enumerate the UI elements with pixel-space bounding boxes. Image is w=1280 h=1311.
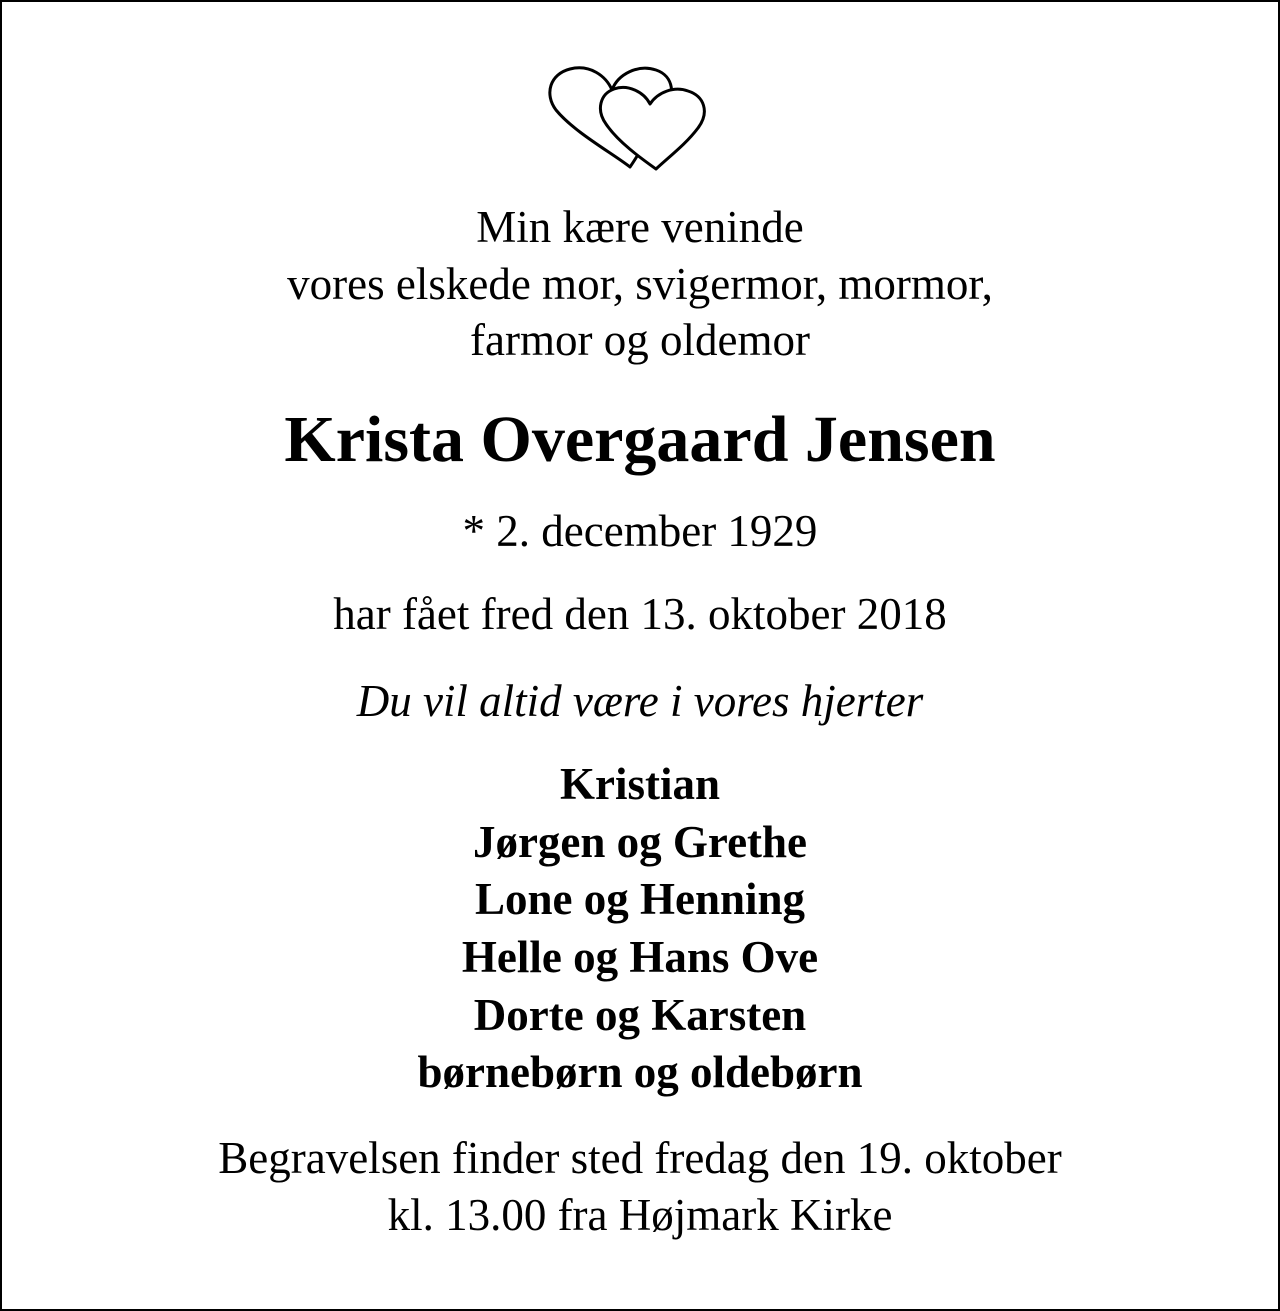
- family-line-1: Kristian: [559, 759, 720, 809]
- intro-line-3: farmor og oldemor: [470, 315, 810, 365]
- birth-date: * 2. december 1929: [462, 506, 818, 556]
- family-line-2: Jørgen og Grethe: [472, 817, 808, 867]
- family-line-5: Dorte og Karsten: [473, 990, 807, 1040]
- funeral-line-2: kl. 13.00 fra Højmark Kirke: [387, 1190, 893, 1240]
- funeral-line-1: Begravelsen finder sted fredag den 19. oktober: [218, 1133, 1062, 1183]
- death-date: har fået fred den 13. oktober 2018: [333, 589, 947, 639]
- family-line-3: Lone og Henning: [474, 874, 806, 924]
- deceased-name: Krista Overgaard Jensen: [284, 403, 996, 476]
- family-line-4: Helle og Hans Ove: [461, 932, 819, 982]
- double-hearts-icon: [548, 66, 738, 172]
- intro-line-2: vores elskede mor, svigermor, mormor,: [287, 259, 993, 309]
- memorial-quote: Du vil altid være i vores hjerter: [356, 676, 924, 726]
- family-line-6: børnebørn og oldebørn: [417, 1047, 863, 1097]
- intro-line-1: Min kære veninde: [476, 202, 804, 252]
